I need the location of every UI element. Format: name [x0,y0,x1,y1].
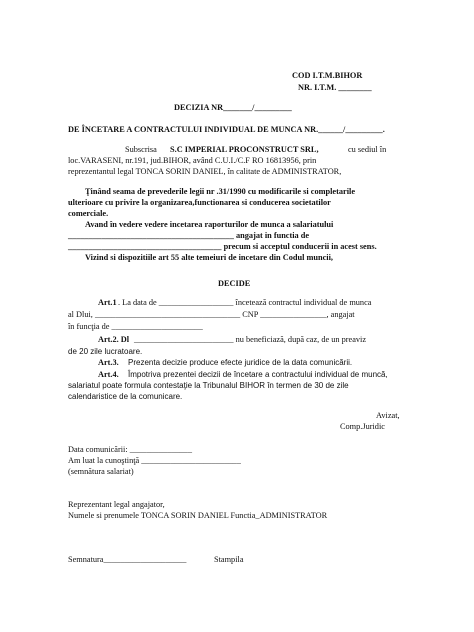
employee-signature-caption: (semnătura salariat) [68,467,134,476]
art1-label: Art.1 [98,298,117,307]
communication-date: Data comunicării: _______________ [68,445,192,454]
art4-line-1: Împotriva prezentei decizii de încetare a contractului individual de muncă, [128,370,388,379]
art3-line-1: Prezenta decizie produce efecte juridice de la data comunicării. [128,358,353,367]
nr-itm: NR. I.T.M. ________ [298,83,372,92]
stamp-label: Stampila [214,555,244,564]
consideration-line-1: Ţinând seama de prevederile legii nr .31/1990 cu modificarile si completarile [85,187,356,196]
art1-line-3: în funcţia de ______________________ [68,322,203,331]
art2-line-1: ________________________ nu beneficiază, după caz, de un preaviz [134,335,367,344]
representative-title: Reprezentant legal angajator, [68,500,165,509]
intro-sediul: cu sediul în [348,145,387,154]
acknowledgement-line: Am luat la cunoştinţă ________________________ [68,456,241,465]
avizat-label: Avizat, [376,411,400,420]
art4-line-2: salariatul poate formula contestaţie la Tribunalul BIHOR în termen de 30 de zile [68,381,349,390]
comp-juridic-label: Comp.Juridic [340,422,385,431]
art1-line-1: . La data de __________________ încetează contractul individual de munca [118,298,372,307]
art3-label: Art.3. [98,358,119,367]
intro-representative: reprezentantul legal TONCA SORIN DANIEL, în calitate de ADMINISTRATOR, [68,167,342,176]
company-name: S.C IMPERIAL PROCONSTRUCT SRL, [170,145,319,154]
signature-line: Semnatura____________________ [68,555,187,564]
decide-title: DECIDE [218,279,251,288]
consideration-line-3: comerciale. [68,209,109,218]
cod-itm: COD I.T.M.BIHOR [292,71,363,80]
consideration-line-4: Avand în vedere vedere incetarea raporturilor de munca a salariatului [85,220,334,229]
consideration-line-6: _____________________________________ precum si acceptul conducerii in acest sens. [68,242,377,251]
intro-address: loc.VARASENI, nr.191, jud.BIHOR, având C.U.I./C.F RO 16813956, prin [68,156,317,165]
consideration-line-7: Vizind si dispozitiile art 55 alte temeiuri de incetare din Codul muncii, [85,253,333,262]
art4-label: Art.4. [98,370,119,379]
consideration-line-5: ________________________________________ angajat in functia de [68,231,310,240]
art2-line-2: de 20 zile lucratoare. [68,347,143,356]
decision-number: DECIZIA NR_______/_________ [174,103,292,112]
subject-line: DE ÎNCETARE A CONTRACTULUI INDIVIDUAL DE MUNCA NR.______/_________. [68,125,385,134]
art2-label: Art.2. Dl [98,335,130,344]
representative-name: Numele si prenumele TONCA SORIN DANIEL Functia_ADMINISTRATOR [68,511,328,520]
intro-subscrisa: Subscrisa [125,145,157,154]
art4-line-3: calendaristice de la comunicare. [68,392,183,401]
consideration-line-2: ulterioare cu privire la organizarea,functionarea si conducerea societatilor [68,198,331,207]
art1-line-2: al Dlui, ___________________________________ CNP ________________, angajat [68,310,355,319]
